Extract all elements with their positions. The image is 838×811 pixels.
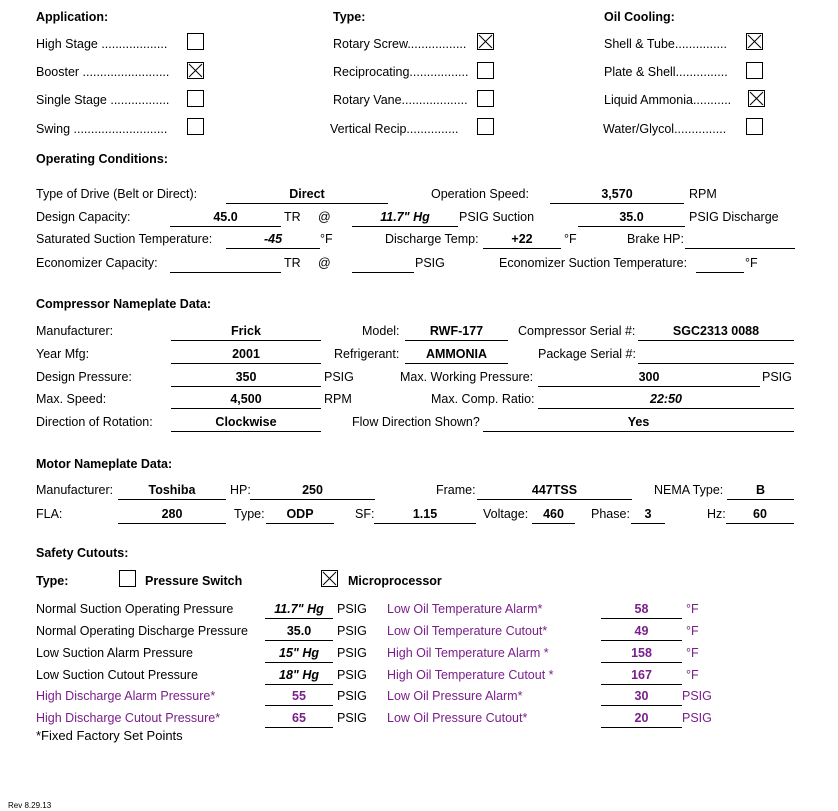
year-field[interactable]: 2001: [171, 347, 321, 364]
check-x-icon: [322, 571, 337, 586]
sat-suction-label: Saturated Suction Temperature:: [36, 232, 213, 246]
capacity-field[interactable]: 45.0: [170, 210, 281, 227]
design-pressure-field[interactable]: 350: [171, 370, 321, 387]
application-label: Single Stage .................: [36, 93, 170, 107]
discharge-temp-label: Discharge Temp:: [385, 232, 479, 246]
max-ratio-field[interactable]: 22:50: [538, 392, 794, 409]
oil-cooling-label: Liquid Ammonia...........: [604, 93, 732, 107]
safety-left-label: High Discharge Cutout Pressure*: [36, 711, 221, 725]
check-x-icon: [188, 63, 203, 78]
discharge-unit: PSIG Discharge: [689, 210, 779, 224]
max-speed-field[interactable]: 4,500: [171, 392, 321, 409]
safety-right-value-field[interactable]: 20: [601, 711, 682, 728]
type-reciprocating-checkbox[interactable]: [477, 62, 494, 79]
safety-right-value-field[interactable]: 58: [601, 602, 682, 619]
safety-right-label: Low Oil Temperature Cutout*: [387, 624, 548, 638]
oil-cooling-label: Plate & Shell...............: [604, 65, 728, 79]
frame-field[interactable]: 447TSS: [477, 483, 632, 500]
check-x-icon: [749, 91, 764, 106]
application-high-stage-checkbox[interactable]: [187, 33, 204, 50]
at-symbol: @: [318, 210, 331, 224]
phase-field[interactable]: 3: [631, 507, 665, 524]
safety-left-value-field[interactable]: 15" Hg: [265, 646, 333, 663]
flow-label: Flow Direction Shown?: [352, 415, 480, 429]
safety-left-unit: PSIG: [337, 668, 367, 682]
safety-left-unit: PSIG: [337, 646, 367, 660]
oil-cooling-liquid-ammonia-checkbox[interactable]: [748, 90, 765, 107]
oil-cooling-shell-tube-checkbox[interactable]: [746, 33, 763, 50]
safety-right-label: High Oil Temperature Cutout *: [387, 668, 554, 682]
capacity-unit: TR: [284, 210, 301, 224]
package-serial-label: Package Serial #:: [538, 347, 636, 361]
type-rotary-vane-checkbox[interactable]: [477, 90, 494, 107]
pressure-switch-label: Pressure Switch: [145, 574, 243, 588]
refrigerant-field[interactable]: AMMONIA: [405, 347, 508, 364]
fla-field[interactable]: 280: [118, 507, 226, 524]
model-field[interactable]: RWF-177: [405, 324, 508, 341]
footnote: *Fixed Factory Set Points: [36, 728, 183, 743]
oil-cooling-heading: Oil Cooling:: [604, 10, 675, 24]
deg-f-unit: °F: [320, 232, 333, 246]
application-label: Booster .........................: [36, 65, 170, 79]
max-ratio-label: Max. Comp. Ratio:: [431, 392, 535, 406]
economizer-pressure-field[interactable]: [352, 256, 414, 273]
safety-right-label: Low Oil Pressure Alarm*: [387, 689, 523, 703]
safety-left-unit: PSIG: [337, 624, 367, 638]
safety-right-unit: °F: [686, 602, 699, 616]
deg-f-unit: °F: [564, 232, 577, 246]
suction-unit: PSIG Suction: [459, 210, 535, 224]
rotation-field[interactable]: Clockwise: [171, 415, 321, 432]
pressure-switch-checkbox[interactable]: [119, 570, 136, 587]
motor-type-label: Type:: [234, 507, 265, 521]
drive-label: Type of Drive (Belt or Direct):: [36, 187, 198, 201]
flow-field[interactable]: Yes: [483, 415, 794, 432]
phase-label: Phase:: [591, 507, 630, 521]
revision-label: Rev 8.29.13: [8, 801, 52, 810]
speed-unit: RPM: [689, 187, 717, 201]
year-label: Year Mfg:: [36, 347, 90, 361]
safety-left-label: Low Suction Cutout Pressure: [36, 668, 198, 682]
safety-heading: Safety Cutouts:: [36, 546, 129, 560]
refrigerant-label: Refrigerant:: [334, 347, 400, 361]
safety-left-label: Normal Operating Discharge Pressure: [36, 624, 248, 638]
safety-right-label: High Oil Temperature Alarm *: [387, 646, 549, 660]
safety-left-value-field[interactable]: 55: [265, 689, 333, 706]
capacity-label: Design Capacity:: [36, 210, 131, 224]
econ-suction-label: Economizer Suction Temperature:: [499, 256, 688, 270]
hz-label: Hz:: [707, 507, 726, 521]
microprocessor-label: Microprocessor: [348, 574, 442, 588]
safety-right-unit: PSIG: [682, 689, 712, 703]
safety-right-label: Low Oil Temperature Alarm*: [387, 602, 543, 616]
safety-left-value-field[interactable]: 11.7" Hg: [265, 602, 333, 619]
safety-right-unit: °F: [686, 668, 699, 682]
safety-left-label: Normal Suction Operating Pressure: [36, 602, 234, 616]
voltage-field[interactable]: 460: [532, 507, 575, 524]
safety-right-unit: °F: [686, 624, 699, 638]
safety-left-unit: PSIG: [337, 711, 367, 725]
compressor-manufacturer-field[interactable]: Frick: [171, 324, 321, 341]
compressor-manufacturer-label: Manufacturer:: [36, 324, 114, 338]
brake-hp-field[interactable]: [685, 232, 795, 249]
model-label: Model:: [362, 324, 400, 338]
type-label: Vertical Recip...............: [330, 122, 459, 136]
type-label: Rotary Vane...................: [333, 93, 468, 107]
economizer-unit: TR: [284, 256, 301, 270]
max-working-label: Max. Working Pressure:: [400, 370, 534, 384]
design-pressure-label: Design Pressure:: [36, 370, 132, 384]
safety-right-label: Low Oil Pressure Cutout*: [387, 711, 528, 725]
motor-type-field[interactable]: ODP: [266, 507, 334, 524]
brake-hp-label: Brake HP:: [627, 232, 684, 246]
safety-left-value-field[interactable]: 65: [265, 711, 333, 728]
safety-right-value-field[interactable]: 30: [601, 689, 682, 706]
sf-label: SF:: [355, 507, 375, 521]
safety-right-unit: PSIG: [682, 711, 712, 725]
economizer-field[interactable]: [170, 256, 281, 273]
voltage-label: Voltage:: [483, 507, 529, 521]
rpm-unit: RPM: [324, 392, 352, 406]
nema-label: NEMA Type:: [654, 483, 724, 497]
compressor-heading: Compressor Nameplate Data:: [36, 297, 212, 311]
safety-left-unit: PSIG: [337, 602, 367, 616]
psig-unit: PSIG: [762, 370, 792, 384]
motor-manufacturer-field[interactable]: Toshiba: [118, 483, 226, 500]
frame-label: Frame:: [436, 483, 476, 497]
check-x-icon: [478, 34, 493, 49]
hz-field[interactable]: 60: [726, 507, 794, 524]
application-single-stage-checkbox[interactable]: [187, 90, 204, 107]
fla-label: FLA:: [36, 507, 63, 521]
nema-field[interactable]: B: [727, 483, 794, 500]
sat-suction-field[interactable]: -45: [226, 232, 320, 249]
rotation-label: Direction of Rotation:: [36, 415, 153, 429]
safety-left-label: Low Suction Alarm Pressure: [36, 646, 194, 660]
serial-label: Compressor Serial #:: [518, 324, 636, 338]
type-label: Rotary Screw.................: [333, 37, 467, 51]
oil-cooling-plate-shell-checkbox[interactable]: [746, 62, 763, 79]
microprocessor-checkbox[interactable]: [321, 570, 338, 587]
economizer-label: Economizer Capacity:: [36, 256, 158, 270]
hp-label: HP:: [230, 483, 251, 497]
safety-right-unit: °F: [686, 646, 699, 660]
application-heading: Application:: [36, 10, 109, 24]
check-x-icon: [747, 34, 762, 49]
safety-left-value-field[interactable]: 18" Hg: [265, 668, 333, 685]
safety-left-value-field[interactable]: 35.0: [265, 624, 333, 641]
econ-suction-field[interactable]: [696, 256, 744, 273]
application-label: High Stage ...................: [36, 37, 168, 51]
type-rotary-screw-checkbox[interactable]: [477, 33, 494, 50]
oil-cooling-label: Shell & Tube...............: [604, 37, 727, 51]
safety-left-label: High Discharge Alarm Pressure*: [36, 689, 216, 703]
package-serial-field[interactable]: [638, 347, 794, 364]
serial-field[interactable]: SGC2313 0088: [638, 324, 794, 341]
psig-unit: PSIG: [415, 256, 445, 270]
sf-field[interactable]: 1.15: [374, 507, 476, 524]
max-speed-label: Max. Speed:: [36, 392, 107, 406]
type-heading: Type:: [333, 10, 366, 24]
safety-type-label: Type:: [36, 574, 69, 588]
type-label: Reciprocating.................: [333, 65, 469, 79]
psig-unit: PSIG: [324, 370, 354, 384]
drive-field[interactable]: Direct: [226, 187, 388, 204]
motor-manufacturer-label: Manufacturer:: [36, 483, 114, 497]
suction-field[interactable]: 11.7" Hg: [352, 210, 458, 227]
speed-label: Operation Speed:: [431, 187, 529, 201]
deg-f-unit: °F: [745, 256, 758, 270]
safety-right-value-field[interactable]: 167: [601, 668, 682, 685]
safety-right-value-field[interactable]: 158: [601, 646, 682, 663]
speed-field[interactable]: 3,570: [550, 187, 684, 204]
application-swing-checkbox[interactable]: [187, 118, 204, 135]
max-working-field[interactable]: 300: [538, 370, 760, 387]
discharge-field[interactable]: 35.0: [578, 210, 685, 227]
motor-heading: Motor Nameplate Data:: [36, 457, 173, 471]
hp-field[interactable]: 250: [250, 483, 375, 500]
at-symbol: @: [318, 256, 331, 270]
application-label: Swing ...........................: [36, 122, 168, 136]
safety-left-unit: PSIG: [337, 689, 367, 703]
operating-heading: Operating Conditions:: [36, 152, 168, 166]
safety-right-value-field[interactable]: 49: [601, 624, 682, 641]
oil-cooling-label: Water/Glycol...............: [603, 122, 727, 136]
discharge-temp-field[interactable]: +22: [483, 232, 561, 249]
application-booster-checkbox[interactable]: [187, 62, 204, 79]
oil-cooling-water-glycol-checkbox[interactable]: [746, 118, 763, 135]
type-vertical-recip-checkbox[interactable]: [477, 118, 494, 135]
